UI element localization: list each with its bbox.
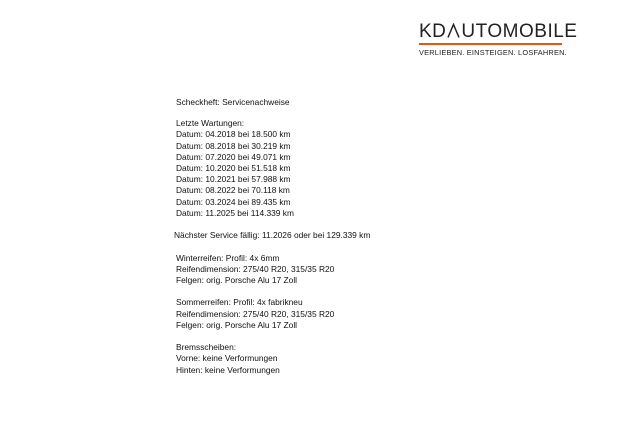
brakes-rear: Hinten: keine Verformungen [176, 364, 280, 375]
brakes-front: Vorne: keine Verformungen [176, 353, 278, 364]
maintenance-entry: Datum: 08.2022 bei 70.118 km [176, 185, 290, 196]
winter-tire-profile: Winterreifen: Profil: 4x 6mm [176, 252, 280, 263]
winter-tire-dimension: Reifendimension: 275/40 R20, 315/35 R20 [176, 263, 335, 274]
logo-a-caret-icon [447, 23, 460, 38]
logo-rest: UTOMOBILE [461, 21, 578, 42]
maintenance-entry: Datum: 07.2020 bei 49.071 km [176, 151, 291, 162]
kd-automobile-logo [419, 21, 578, 57]
maintenance-entry: Datum: 04.2018 bei 18.500 km [176, 129, 291, 140]
logo-kd: KD [419, 21, 447, 42]
next-service: Nächster Service fällig: 11.2026 oder bei 129.339 km [174, 230, 371, 241]
brakes-title: Bremsscheiben: [176, 342, 237, 353]
document-heading: Scheckheft: Servicenachweise [176, 97, 290, 107]
maintenance-entry: Datum: 10.2020 bei 51.518 km [176, 163, 291, 174]
logo-wordmark [419, 21, 578, 42]
maintenance-entry: Datum: 03.2024 bei 89.435 km [176, 196, 291, 207]
maintenance-entry: Datum: 08.2018 bei 30.219 km [176, 140, 291, 151]
service-document [176, 97, 370, 376]
maintenance-entry: Datum: 11.2025 bei 114.339 km [176, 207, 294, 218]
winter-rims: Felgen: orig. Porsche Alu 17 Zoll [176, 275, 298, 286]
logo-underline [419, 43, 562, 45]
summer-tire-dimension: Reifendimension: 275/40 R20, 315/35 R20 [176, 308, 335, 319]
maintenance-title: Letzte Wartungen: [176, 118, 245, 129]
summer-tire-profile: Sommerreifen: Profil: 4x fabrikneu [176, 297, 303, 308]
maintenance-entry: Datum: 10.2021 bei 57.988 km [176, 174, 291, 185]
summer-rims: Felgen: orig. Porsche Alu 17 Zoll [176, 319, 298, 330]
logo-slogan: VERLIEBEN. EINSTEIGEN. LOSFAHREN. [419, 47, 567, 57]
